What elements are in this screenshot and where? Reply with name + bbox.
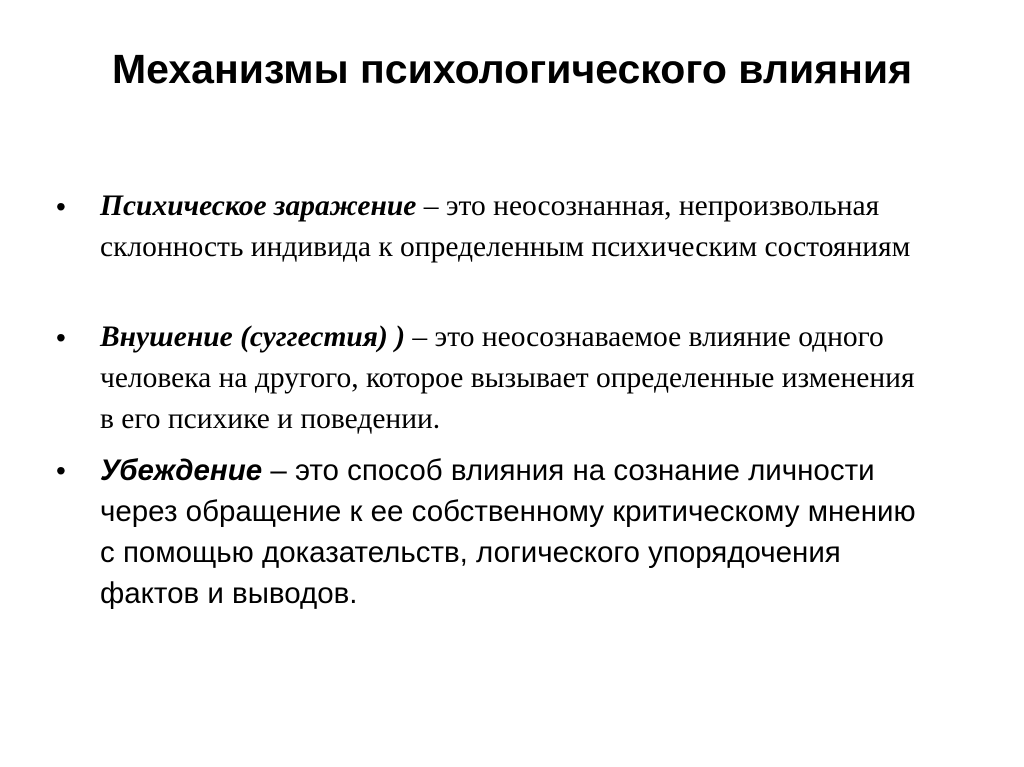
bullet-item-persuasion <box>56 450 920 614</box>
bullet-definition: – это неосознаваемое влияние одного человека на другого, которое вызывает определенные изменения в его психике и поведении. <box>100 321 915 435</box>
bullet-definition: – это способ влияния на сознание личности через обращение к ее собственному критическому мнению с помощью доказательств, логического упорядочения фактов и выводов. <box>100 454 916 610</box>
bullet-definition: – это неосознанная, непроизвольная склонность индивида к определенным психическим состояниям <box>100 190 911 263</box>
bullet-term: Внушение (суггестия) ) <box>100 321 406 353</box>
slide-title: Механизмы психологического влияния <box>111 46 913 92</box>
bullet-item-suggestion <box>56 317 920 440</box>
bullet-item-psychic-contagion <box>56 186 920 268</box>
bullet-term: Убеждение <box>100 454 263 487</box>
bullet-marker: • <box>56 455 66 486</box>
bullet-term: Психическое заражение <box>100 190 417 222</box>
bullet-marker: • <box>56 191 66 222</box>
bullet-marker: • <box>56 322 66 353</box>
